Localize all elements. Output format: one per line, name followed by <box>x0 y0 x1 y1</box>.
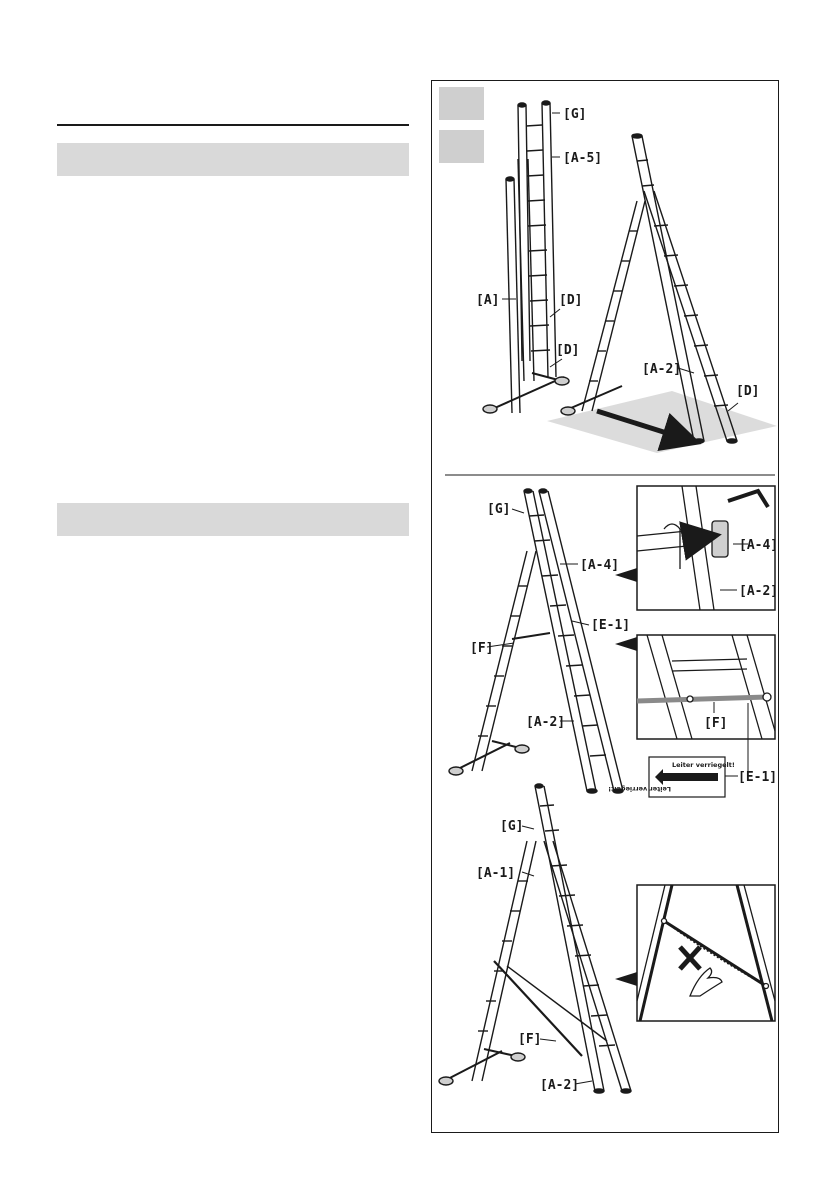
detail-label-a-2: [A-2] <box>739 584 779 599</box>
label-a: [A] <box>476 293 500 308</box>
detail-spreader-warning <box>637 885 775 1021</box>
detail-label-a-4: [A-4] <box>739 538 779 553</box>
top-rule <box>57 124 409 126</box>
detail-spreader-bar <box>637 635 775 771</box>
folded-ladder <box>483 101 569 413</box>
panel-3-labels <box>476 819 579 1093</box>
section-heading-bar-1 <box>57 143 409 176</box>
label-d-upper: [D] <box>559 293 583 308</box>
detail-hook-lock <box>637 486 778 610</box>
sticker-text: Leiter verriegelt! <box>672 761 735 769</box>
label-g: [G] <box>500 819 524 834</box>
label-a-5: [A-5] <box>563 151 603 166</box>
label-a-4: [A-4] <box>580 558 620 573</box>
label-e-1-sticker: [E-1] <box>738 770 778 785</box>
label-d-lower: [D] <box>556 343 580 358</box>
label-a-1: [A-1] <box>476 866 516 881</box>
section-heading-bar-2 <box>57 503 409 536</box>
step-marker-2 <box>439 130 484 163</box>
label-f: [F] <box>470 641 494 656</box>
label-d-right: [D] <box>736 384 760 399</box>
ladder-illustration <box>432 81 780 1134</box>
sticker-text-inverted: Leiter verriegelt! <box>608 785 671 793</box>
illustration-frame <box>431 80 779 1133</box>
label-a-2: [A-2] <box>540 1078 580 1093</box>
step-marker-1 <box>439 87 484 120</box>
detail-label-f: [F] <box>704 716 728 731</box>
panel-1-folded-and-open-ladder <box>483 101 777 453</box>
label-f: [F] <box>518 1032 542 1047</box>
lock-sticker <box>608 757 735 797</box>
label-e-1: [E-1] <box>591 618 631 633</box>
label-a-2: [A-2] <box>526 715 566 730</box>
label-g: [G] <box>563 107 587 122</box>
label-g: [G] <box>487 502 511 517</box>
label-a-2: [A-2] <box>642 362 682 377</box>
floor-area <box>547 391 777 453</box>
